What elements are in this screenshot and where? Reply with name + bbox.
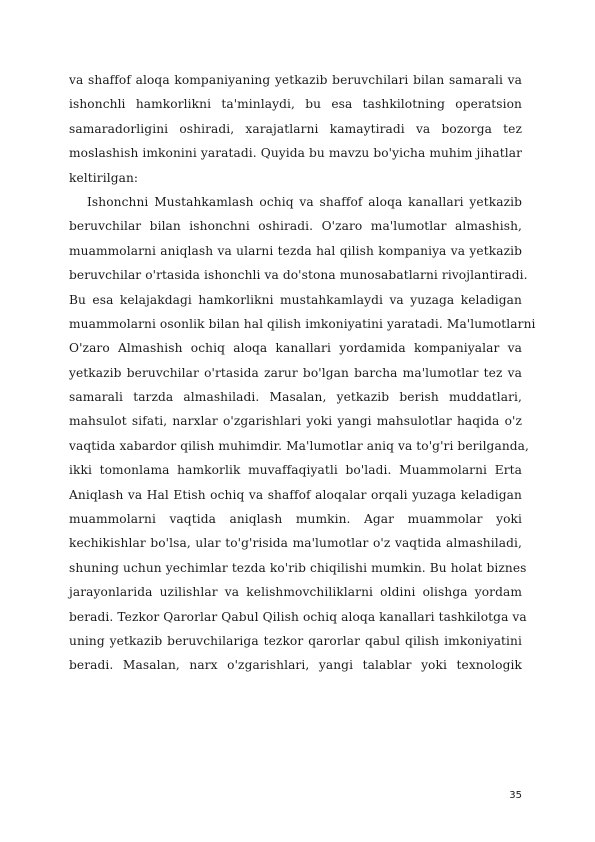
body-text <box>69 68 536 678</box>
text-line: beradi. Tezkor Qarorlar Qabul Qilish ochiq aloqa kanallari tashkilotga va <box>69 609 527 624</box>
text-line: jarayonlarida uzilishlar va kelishmovchiliklarni oldini olishga yordam <box>69 585 522 600</box>
text-line: Bu esa kelajakdagi hamkorlikni mustahkamlaydi va yuzaga keladigan <box>69 292 522 307</box>
text-line: muammolarni aniqlash va ularni tezda hal qilish kompaniya va yetkazib <box>69 243 522 258</box>
text-line: yetkazib beruvchilar o'rtasida zarur bo'lgan barcha ma'lumotlar tez va <box>69 365 522 380</box>
text-line: O'zaro Almashish ochiq aloqa kanallari yordamida kompaniyalar va <box>69 341 522 356</box>
text-line: keltirilgan: <box>69 170 139 185</box>
text-line: beradi. Masalan, narx o'zgarishlari, yangi talablar yoki texnologik <box>69 658 522 673</box>
text-line: beruvchilar o'rtasida ishonchli va do'stona munosabatlarni rivojlantiradi. <box>69 268 528 283</box>
text-line: ikki tomonlama hamkorlik muvaffaqiyatli bo'ladi. Muammolarni Erta <box>69 463 522 478</box>
text-line: vaqtida xabardor qilish muhimdir. Ma'lumotlar aniq va to'g'ri berilganda, <box>69 438 530 453</box>
text-line: Aniqlash va Hal Etish ochiq va shaffof aloqalar orqali yuzaga keladigan <box>69 487 522 502</box>
text-line: uning yetkazib beruvchilariga tezkor qarorlar qabul qilish imkoniyatini <box>69 633 522 648</box>
text-line: muammolarni osonlik bilan hal qilish imkoniyatini yaratadi. Ma'lumotlarni <box>69 316 536 331</box>
text-line: shuning uchun yechimlar tezda ko'rib chiqilishi mumkin. Bu holat biznes <box>69 560 527 575</box>
page-number: 35 <box>509 790 522 801</box>
text-line: kechikishlar bo'lsa, ular to'g'risida ma'lumotlar o'z vaqtida almashiladi, <box>69 536 522 551</box>
text-line: moslashish imkonini yaratadi. Quyida bu mavzu bo'yicha muhim jihatlar <box>69 146 522 161</box>
text-line: samarali tarzda almashiladi. Masalan, yetkazib berish muddatlari, <box>69 390 522 405</box>
text-line: beruvchilar bilan ishonchni oshiradi. O'zaro ma'lumotlar almashish, <box>69 219 522 234</box>
text-line: muammolarni vaqtida aniqlash mumkin. Agar muammolar yoki <box>69 512 522 527</box>
text-line: va shaffof aloqa kompaniyaning yetkazib beruvchilari bilan samarali va <box>69 73 522 87</box>
text-line: samaradorligini oshiradi, xarajatlarni kamaytiradi va bozorga tez <box>69 121 522 136</box>
text-line: mahsulot sifati, narxlar o'zgarishlari yoki yangi mahsulotlar haqida o'z <box>69 414 522 429</box>
text-line: ishonchli hamkorlikni ta'minlaydi, bu esa tashkilotning operatsion <box>69 97 522 112</box>
text-line: Ishonchni Mustahkamlash ochiq va shaffof aloqa kanallari yetkazib <box>87 194 522 209</box>
